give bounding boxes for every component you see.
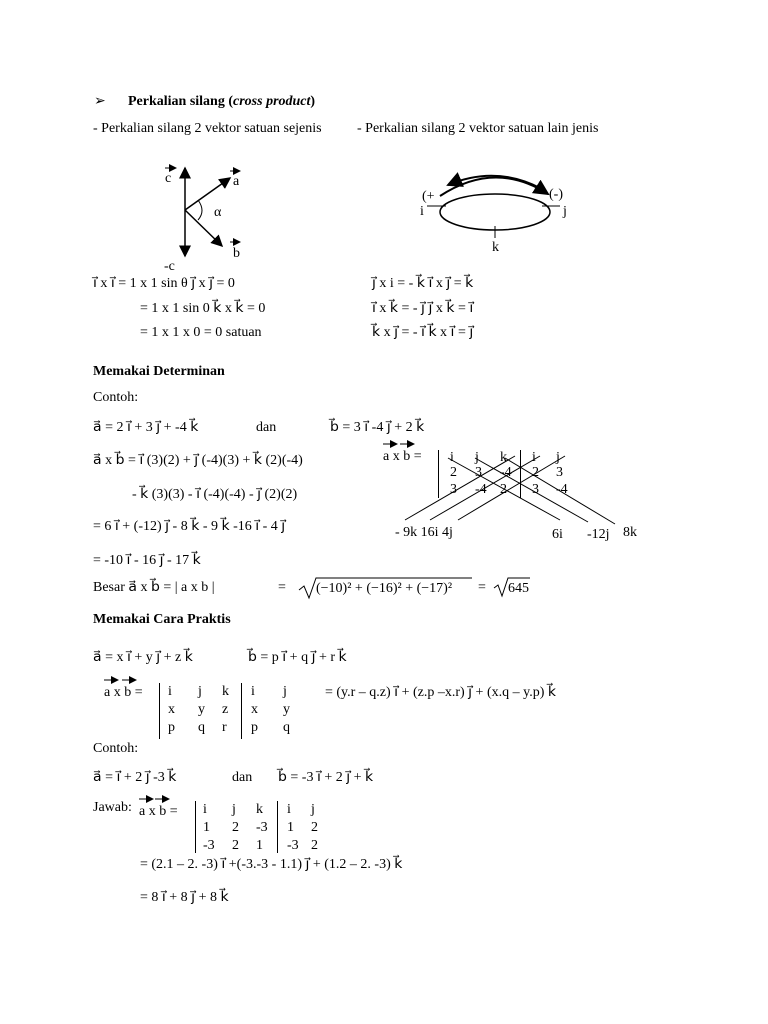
det-matrix-cell: 3 xyxy=(450,482,457,497)
heading-praktis: Memakai Cara Praktis xyxy=(93,612,231,627)
example-matrix-cell: i xyxy=(203,802,207,817)
example-matrix-cell: i xyxy=(287,802,291,817)
praktis-a-definition: a⃗ = x i⃗ + y j⃗ + z k⃗ xyxy=(93,650,193,665)
example-bar-left xyxy=(195,801,196,853)
fig2-label-j: j xyxy=(563,204,567,219)
example-a-definition: a⃗ = i⃗ + 2 j⃗ -3 k⃗ xyxy=(93,770,177,785)
rule-right-2: i⃗ x k⃗ = - j⃗ j⃗ x k⃗ = i⃗ xyxy=(372,301,474,316)
det-bar-left xyxy=(438,450,439,498)
bullet-icon: ➢ xyxy=(94,94,106,109)
det-matrix-cell: i xyxy=(532,450,536,465)
example-matrix-cell: 2 xyxy=(311,838,318,853)
subhead-left: - Perkalian silang 2 vektor satuan sejenis xyxy=(93,121,322,136)
praktis-bar-mid xyxy=(241,683,242,739)
expansion-line-1: a⃗ x b⃗ = i⃗ (3)(2) + j⃗ (-4)(3) + k⃗ (2)(-4) xyxy=(93,453,303,468)
example-matrix-cell: j xyxy=(311,802,315,817)
vector-b-definition: b⃗ = 3 i⃗ -4 j⃗ + 2 k⃗ xyxy=(330,420,425,435)
fig1-label-c: c xyxy=(165,171,172,186)
dan-label-1: dan xyxy=(256,420,277,435)
example-matrix-cell: -3 xyxy=(203,838,215,853)
praktis-matrix-cell: k xyxy=(222,684,229,699)
rule-right-3: k⃗ x j⃗ = - i⃗ k⃗ x i⃗ = j⃗ xyxy=(372,325,474,340)
praktis-matrix-cell: x xyxy=(168,702,175,717)
besar-label: Besar a⃗ x b⃗ = | a x b | xyxy=(93,580,215,595)
besar-result: 645 xyxy=(508,581,529,596)
title-end: ) xyxy=(310,94,316,109)
example-bar-mid xyxy=(277,801,278,853)
example-axb-label: a x b = xyxy=(139,804,178,819)
fig2-label-i: i xyxy=(420,204,424,219)
praktis-bar-left xyxy=(159,683,160,739)
fig2-label-minus: (-) xyxy=(549,187,563,202)
praktis-b-definition: b⃗ = p i⃗ + q j⃗ + r k⃗ xyxy=(248,650,347,665)
example-matrix-cell: 1 xyxy=(287,820,294,835)
det-matrix-cell: -4 xyxy=(475,482,487,497)
det-matrix-cell: 2 xyxy=(450,465,457,480)
det-matrix-cell: i xyxy=(450,450,454,465)
praktis-matrix-cell: j xyxy=(198,684,202,699)
det-matrix-cell: -4 xyxy=(500,465,512,480)
besar-equals-2: = xyxy=(478,580,486,595)
fig2-label-plus: (+ xyxy=(422,189,435,204)
fig1-label-a: a xyxy=(233,174,240,189)
fig1-label-b: b xyxy=(233,246,240,261)
praktis-matrix-cell: y xyxy=(198,702,205,717)
fig2-label-k: k xyxy=(492,240,499,255)
det-bar-mid xyxy=(520,450,521,498)
example-matrix-cell: -3 xyxy=(256,820,268,835)
expansion-line-4: = -10 i⃗ - 16 j⃗ - 17 k⃗ xyxy=(93,553,201,568)
example-matrix-cell: k xyxy=(256,802,263,817)
det-matrix-cell: 3 xyxy=(532,482,539,497)
example-matrix-cell: 1 xyxy=(203,820,210,835)
det-matrix-cell: 2 xyxy=(532,465,539,480)
det-matrix-cell: k xyxy=(500,450,507,465)
positive-term-2: -12j xyxy=(587,527,610,542)
det-matrix-cell: -4 xyxy=(556,482,568,497)
praktis-matrix-cell: z xyxy=(222,702,229,717)
example-result-line-1: = (2.1 – 2. -3) i⃗ +(-3.-3 - 1.1) j⃗ + (1.2 – 2. -3) k⃗ xyxy=(140,857,403,872)
praktis-matrix-cell: x xyxy=(251,702,258,717)
praktis-formula: = (y.r – q.z) i⃗ + (z.p –x.r) j⃗ + (x.q – y.p) k⃗ xyxy=(325,685,556,700)
rule-left-2: = 1 x 1 sin 0 k⃗ x k⃗ = 0 xyxy=(140,301,266,316)
example-result-line-2: = 8 i⃗ + 8 j⃗ + 8 k⃗ xyxy=(140,890,229,905)
det-axb-label: a x b = xyxy=(383,449,422,464)
praktis-matrix-cell: y xyxy=(283,702,290,717)
contoh-label-2: Contoh: xyxy=(93,741,139,756)
title-main: Perkalian silang ( xyxy=(128,94,234,109)
example-matrix-cell: 2 xyxy=(232,820,239,835)
rule-left-3: = 1 x 1 x 0 = 0 satuan xyxy=(140,325,262,340)
praktis-matrix-cell: r xyxy=(222,720,227,735)
example-b-definition: b⃗ = -3 i⃗ + 2 j⃗ + k⃗ xyxy=(278,770,374,785)
cycle-diagram xyxy=(427,176,560,238)
example-matrix-cell: 2 xyxy=(311,820,318,835)
vector-diagram xyxy=(165,168,240,256)
contoh-label-1: Contoh: xyxy=(93,390,139,405)
praktis-matrix-cell: i xyxy=(168,684,172,699)
expansion-line-2: - k⃗ (3)(3) - i⃗ (-4)(-4) - j⃗ (2)(2) xyxy=(132,487,298,502)
fig1-label-alpha: α xyxy=(214,205,222,220)
dan-label-2: dan xyxy=(232,770,253,785)
example-matrix-cell: 2 xyxy=(232,838,239,853)
praktis-matrix-cell: q xyxy=(198,720,205,735)
example-matrix-cell: -3 xyxy=(287,838,299,853)
praktis-axb-label: a x b = xyxy=(104,685,143,700)
example-matrix-cell: j xyxy=(232,802,236,817)
jawab-label: Jawab: xyxy=(93,800,132,815)
besar-radicand: (−10)² + (−16)² + (−17)² xyxy=(316,581,453,596)
positive-term-3: 8k xyxy=(623,525,637,540)
title-italic: cross product xyxy=(233,94,311,109)
besar-equals: = xyxy=(278,580,286,595)
rule-right-1: j⃗ x i = - k⃗ i⃗ x j⃗ = k⃗ xyxy=(372,276,474,291)
det-matrix-cell: 2 xyxy=(500,482,507,497)
praktis-matrix-cell: p xyxy=(168,720,175,735)
fig1-label-minus-c: -c xyxy=(164,259,175,274)
expansion-line-3: = 6 i⃗ + (-12) j⃗ - 8 k⃗ - 9 k⃗ -16 i⃗ - 4 j⃗ xyxy=(93,519,286,534)
praktis-matrix-cell: i xyxy=(251,684,255,699)
praktis-matrix-cell: p xyxy=(251,720,258,735)
det-matrix-cell: 3 xyxy=(475,465,482,480)
rule-left-1: i⃗ x i⃗ = 1 x 1 sin θ j⃗ x j⃗ = 0 xyxy=(93,276,235,291)
vector-a-definition: a⃗ = 2 i⃗ + 3 j⃗ + -4 k⃗ xyxy=(93,420,199,435)
praktis-matrix-cell: j xyxy=(283,684,287,699)
subhead-right: - Perkalian silang 2 vektor satuan lain jenis xyxy=(357,121,599,136)
det-matrix-cell: j xyxy=(556,450,560,465)
det-matrix-cell: 3 xyxy=(556,465,563,480)
example-matrix-cell: 1 xyxy=(256,838,263,853)
praktis-matrix-cell: q xyxy=(283,720,290,735)
heading-determinan: Memakai Determinan xyxy=(93,364,225,379)
det-matrix-cell: j xyxy=(475,450,479,465)
negative-terms: - 9k 16i 4j xyxy=(395,525,453,540)
positive-term-1: 6i xyxy=(552,527,563,542)
